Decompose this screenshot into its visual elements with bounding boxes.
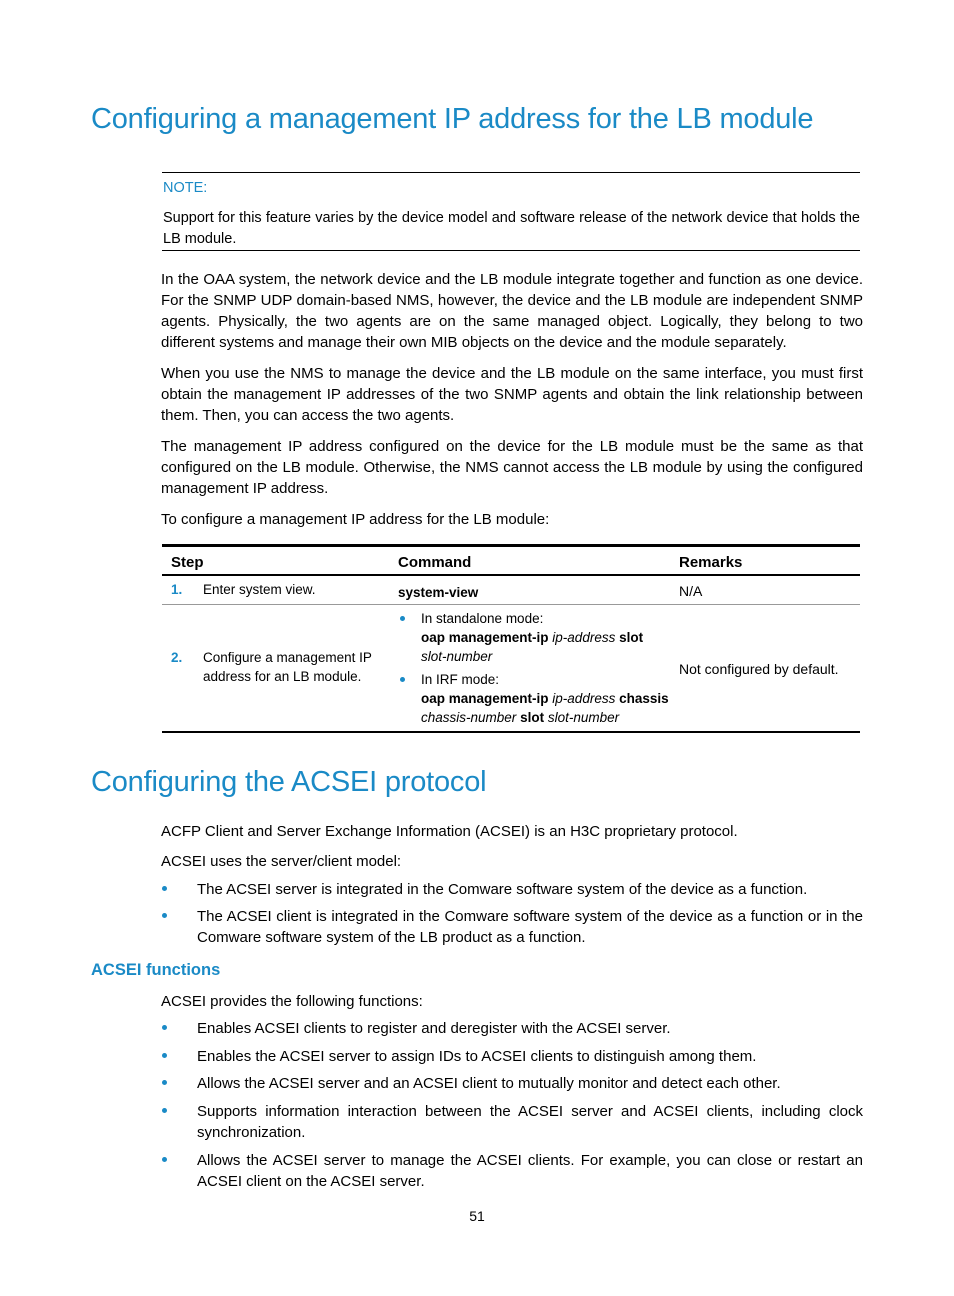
step-text-2-line1: Configure a management IP	[203, 650, 372, 665]
remarks-row1: N/A	[679, 583, 703, 599]
section-title-management-ip: Configuring a management IP address for the LB module	[91, 103, 814, 135]
page-number: 51	[469, 1208, 485, 1224]
step-number-2: 2.	[171, 650, 183, 665]
command-standalone-line2: slot-number	[421, 649, 493, 664]
step-text-2-line2: address for an LB module.	[203, 669, 362, 684]
table-bottom-rule	[162, 731, 860, 733]
paragraph-nms-manage: When you use the NMS to manage the device and the LB module on the same interface, you must first obtain the management IP addresses of the two SNMP agents and obtain the link relationship between them. Then, you can access the two agents.	[161, 365, 863, 424]
list-item-function-assign-ids: Enables the ACSEI server to assign IDs to ACSEI clients to distinguish among them.	[197, 1048, 757, 1065]
note-box	[162, 172, 860, 251]
list-item-function-interaction: Supports information interaction between the ACSEI server and ACSEI clients, including clock synchronization.	[197, 1103, 863, 1141]
paragraph-functions-intro: ACSEI provides the following functions:	[161, 993, 423, 1010]
bullet-dot	[400, 616, 405, 621]
config-table	[162, 544, 860, 734]
header-remarks: Remarks	[679, 554, 743, 571]
subsection-title-acsei-functions: ACSEI functions	[91, 961, 221, 979]
section-title-acsei: Configuring the ACSEI protocol	[91, 766, 487, 798]
command-irf-line2: chassis-number slot slot-number	[421, 710, 620, 725]
paragraph-ip-same: The management IP address configured on the device for the LB module must be the same as that configured on the LB module. Otherwise, the NMS cannot access the LB module by using the configured management IP address.	[161, 438, 863, 497]
list-item-acsei-server: The ACSEI server is integrated in the Comware software system of the device as a function.	[197, 881, 808, 898]
bullet-dot	[162, 1025, 167, 1030]
bullet-dot	[162, 1108, 167, 1113]
bullet-dot	[162, 913, 167, 918]
note-text: Support for this feature varies by the device model and software release of the network device that holds the LB module.	[163, 210, 860, 247]
list-item-acsei-client: The ACSEI client is integrated in the Comware software system of the device as a function or in the Comware software system of the LB product as a function.	[197, 908, 863, 946]
step-number-1: 1.	[171, 582, 183, 597]
mode-irf: In IRF mode:	[421, 672, 500, 687]
mode-standalone: In standalone mode:	[421, 611, 544, 626]
header-command: Command	[398, 554, 472, 571]
bullet-dot	[162, 1157, 167, 1162]
list-item-function-register: Enables ACSEI clients to register and deregister with the ACSEI server.	[197, 1020, 671, 1037]
command-system-view: system-view	[398, 585, 479, 600]
command-standalone-line1: oap management-ip ip-address slot	[421, 630, 644, 645]
command-irf-line1: oap management-ip ip-address chassis	[421, 691, 669, 706]
bullet-dot	[400, 677, 405, 682]
bullet-dot	[162, 1053, 167, 1058]
bullet-dot	[162, 1080, 167, 1085]
header-rule	[162, 574, 860, 576]
paragraph-acsei-intro: ACFP Client and Server Exchange Information (ACSEI) is an H3C proprietary protocol.	[161, 823, 738, 840]
paragraph-acsei-model: ACSEI uses the server/client model:	[161, 853, 402, 870]
list-item-function-monitor: Allows the ACSEI server and an ACSEI client to mutually monitor and detect each other.	[197, 1075, 781, 1092]
table-top-rule	[162, 544, 860, 547]
paragraph-oaa-system: In the OAA system, the network device and the LB module integrate together and function as one device. For the SNMP UDP domain-based NMS, however, the device and the LB module are independent SNMP agents. Physically, the two agents are on the same managed object. Logically, they belong to two different systems and manage their own MIB objects on the device and the module separately.	[161, 271, 863, 351]
remarks-row2: Not configured by default.	[679, 661, 839, 677]
bullet-dot	[162, 886, 167, 891]
note-label: NOTE:	[163, 180, 208, 196]
list-item-function-manage: Allows the ACSEI server to manage the ACSEI clients. For example, you can close or restart an ACSEI client on the ACSEI server.	[197, 1152, 863, 1190]
paragraph-configure-intro: To configure a management IP address for the LB module:	[161, 511, 550, 528]
row-divider	[162, 604, 860, 605]
step-text-1: Enter system view.	[203, 582, 316, 597]
header-step: Step	[171, 554, 204, 571]
